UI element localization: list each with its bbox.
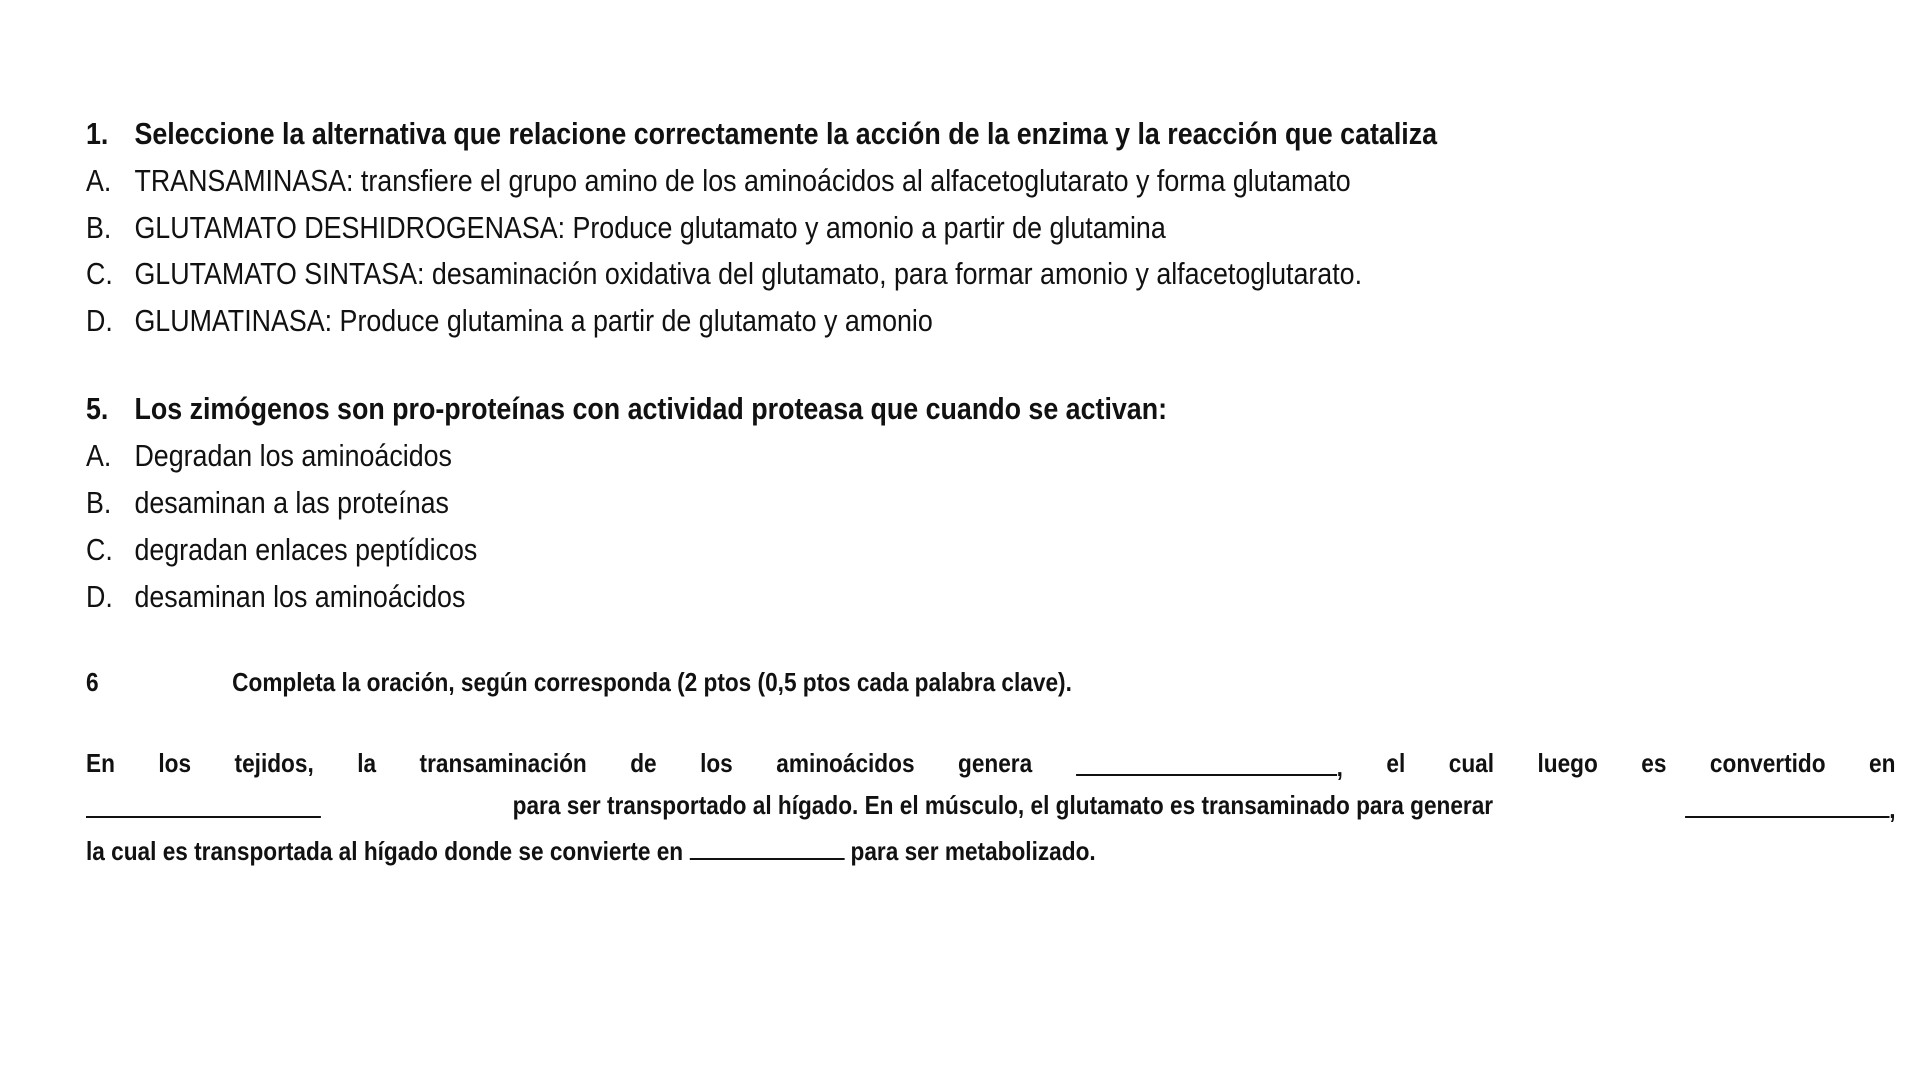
word: los bbox=[700, 748, 733, 778]
comma: , bbox=[1889, 794, 1896, 824]
option-letter: A. bbox=[86, 438, 112, 473]
word: tejidos, bbox=[234, 748, 314, 778]
option-text: Degradan los aminoácidos bbox=[134, 438, 452, 473]
option-letter: B. bbox=[86, 485, 112, 520]
question-1-option-a[interactable] bbox=[86, 163, 1351, 199]
blank-4[interactable] bbox=[689, 832, 844, 860]
option-letter: A. bbox=[86, 163, 112, 198]
question-5-option-d[interactable] bbox=[86, 579, 465, 615]
question-6-header bbox=[86, 667, 1072, 698]
option-text: desaminan los aminoácidos bbox=[134, 579, 466, 614]
word: de bbox=[630, 748, 657, 778]
option-text: desaminan a las proteínas bbox=[134, 485, 449, 520]
question-1-prompt bbox=[86, 116, 1437, 152]
paragraph-line-3 bbox=[86, 832, 1896, 867]
paragraph-line-2 bbox=[86, 790, 1896, 825]
question-number: 1. bbox=[86, 116, 109, 151]
question-1-option-c[interactable] bbox=[86, 256, 1362, 292]
sentence-text: para ser transportado al hígado. En el músculo, el glutamato es transaminado para generar bbox=[512, 790, 1494, 820]
sentence-text: para ser metabolizado. bbox=[850, 836, 1096, 866]
word: cual bbox=[1448, 748, 1495, 778]
sentence-text: la cual es transportada al hígado donde se convierte en bbox=[86, 836, 684, 866]
option-text: degradan enlaces peptídicos bbox=[134, 532, 478, 567]
question-5-prompt bbox=[86, 391, 1167, 427]
option-letter: C. bbox=[86, 532, 113, 567]
word: la bbox=[357, 748, 377, 778]
option-letter: D. bbox=[86, 579, 113, 614]
blank-2[interactable] bbox=[86, 790, 321, 818]
word: el bbox=[1386, 748, 1406, 778]
question-text: Seleccione la alternativa que relacione correctamente la acción de la enzima y la reacción que cataliza bbox=[134, 116, 1438, 151]
option-letter: C. bbox=[86, 256, 113, 291]
option-text: TRANSAMINASA: transfiere el grupo amino de los aminoácidos al alfacetoglutarato y forma glutamato bbox=[134, 163, 1351, 198]
option-text: GLUTAMATO DESHIDROGENASA: Produce glutamato y amonio a partir de glutamina bbox=[134, 210, 1166, 245]
question-5-option-a[interactable] bbox=[86, 438, 452, 474]
word: los bbox=[158, 748, 192, 778]
question-1-option-b[interactable] bbox=[86, 210, 1166, 246]
blank-3[interactable] bbox=[1685, 790, 1889, 818]
option-text: GLUTAMATO SINTASA: desaminación oxidativa del glutamato, para formar amonio y alfacetoglutarato. bbox=[134, 256, 1363, 291]
question-5-option-c[interactable] bbox=[86, 532, 477, 568]
blank-1[interactable] bbox=[1076, 748, 1337, 776]
question-instruction: Completa la oración, según corresponda (2 ptos (0,5 ptos cada palabra clave). bbox=[232, 667, 1072, 697]
question-number: 6 bbox=[86, 667, 99, 697]
word: es bbox=[1641, 748, 1667, 778]
question-5-option-b[interactable] bbox=[86, 485, 449, 521]
option-text: GLUMATINASA: Produce glutamina a partir de glutamato y amonio bbox=[134, 303, 933, 338]
comma: , bbox=[1336, 752, 1343, 782]
paragraph-line-1 bbox=[86, 748, 1896, 783]
word: genera bbox=[957, 748, 1033, 778]
question-1-option-d[interactable] bbox=[86, 303, 933, 339]
word: luego bbox=[1537, 748, 1598, 778]
question-number: 5. bbox=[86, 391, 109, 426]
word: aminoácidos bbox=[776, 748, 915, 778]
option-letter: B. bbox=[86, 210, 112, 245]
word: En bbox=[86, 748, 115, 778]
word: convertido bbox=[1709, 748, 1826, 778]
word: en bbox=[1869, 748, 1896, 778]
word: transaminación bbox=[419, 748, 587, 778]
option-letter: D. bbox=[86, 303, 113, 338]
question-text: Los zimógenos son pro-proteínas con actividad proteasa que cuando se activan: bbox=[134, 391, 1168, 426]
